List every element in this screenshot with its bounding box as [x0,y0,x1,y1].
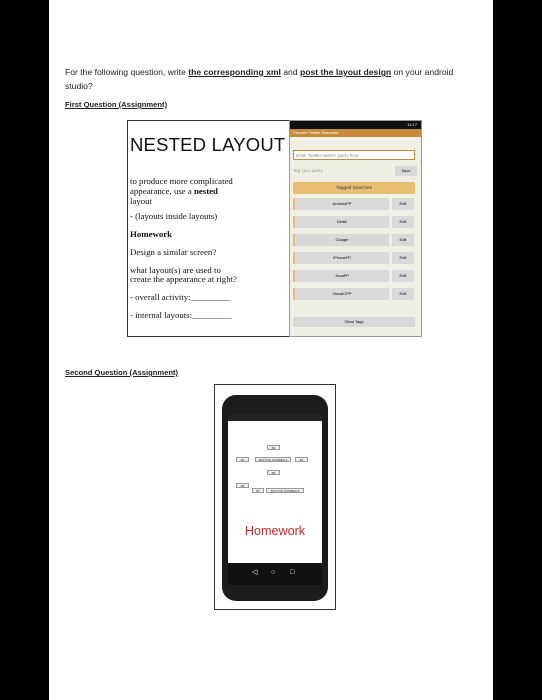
tagged-search-button[interactable]: VisualCPP [293,288,389,300]
phone-screen [228,415,322,585]
edit-button[interactable]: Edit [392,216,414,228]
edit-button[interactable]: Edit [392,288,414,300]
status-bar [228,415,322,421]
homework-screenshot-box [214,384,336,610]
edit-button[interactable]: Edit [392,234,414,246]
nested-line: create the appearance at right? [130,274,237,284]
nested-line: layout [130,196,152,206]
tagged-search-button[interactable]: iPhoneFP [293,252,389,264]
nested-line: to produce more complicated [130,176,233,186]
homework-line: Homework [130,229,173,239]
tagged-search-row [293,198,415,210]
tag-query-input[interactable]: Tag your query [293,168,323,173]
tagged-searches-header: Tagged Searches [293,182,415,194]
edit-button[interactable]: Edit [392,270,414,282]
nested-line: - (layouts inside layouts) [130,211,218,221]
nested-line: Design a similar screen? [130,247,217,257]
first-question-heading: First Question (Assignment) [65,100,168,109]
nested-line: - internal layouts:_________ [130,310,232,320]
intro-and: and [280,67,301,77]
status-bar [290,121,421,129]
intro-paragraph [65,65,480,93]
nav-bar [228,563,322,585]
home-icon[interactable]: ○ [271,569,276,576]
back-icon[interactable]: ◁ [252,569,258,576]
intro-after: on your android studio? [65,67,454,91]
tagged-search-row [293,252,415,264]
intro-xml: the corresponding xml [188,67,281,77]
recents-icon[interactable]: □ [290,569,295,576]
save-button[interactable]: Save [395,166,417,176]
nested-line: appearance, use a nested [130,186,218,196]
button-b6[interactable]: B6 [236,483,249,488]
twitter-app-screen [289,120,422,337]
nested-layout-title: NESTED LAYOUT [130,134,286,155]
tagged-search-row [293,270,415,282]
nested-layout-box [127,120,291,337]
app-title-bar: Favorite Twitter Searches [290,129,421,137]
search-query-input[interactable]: Enter Twitter search query here [293,150,415,160]
button-b7[interactable]: B7 [252,488,264,493]
button-2[interactable]: BUTTON NUMBER 2 [255,457,291,462]
tagged-search-row [293,288,415,300]
edit-button[interactable]: Edit [392,198,414,210]
intro-design: post the layout design [300,67,392,77]
second-question-heading: Second Question (Assignment) [65,368,179,377]
tagged-search-row [293,216,415,228]
button-b5[interactable]: B5 [267,470,280,475]
tagged-search-button[interactable]: Deitel [293,216,389,228]
clock: 11:17 [407,122,417,127]
nested-line: what layout(s) are used to [130,265,221,275]
tagged-search-button[interactable]: Google [293,234,389,246]
intro-before: For the following question, write [65,67,189,77]
tagged-search-row [293,234,415,246]
edit-button[interactable]: Edit [392,252,414,264]
button-b3[interactable]: B3 [236,457,249,462]
clear-tags-button[interactable]: Clear Tags [293,317,415,327]
document-page [49,0,493,700]
tagged-search-button[interactable]: AndroidFP [293,198,389,210]
button-8[interactable]: BUTTON NUMBER 8 [266,488,304,493]
button-b1[interactable]: B1 [267,445,280,450]
nested-line: - overall activity:_________ [130,292,231,302]
android-phone [222,395,328,601]
button-b4[interactable]: B4 [295,457,308,462]
tagged-search-button[interactable]: JavaFP [293,270,389,282]
homework-label: Homework [244,524,306,538]
